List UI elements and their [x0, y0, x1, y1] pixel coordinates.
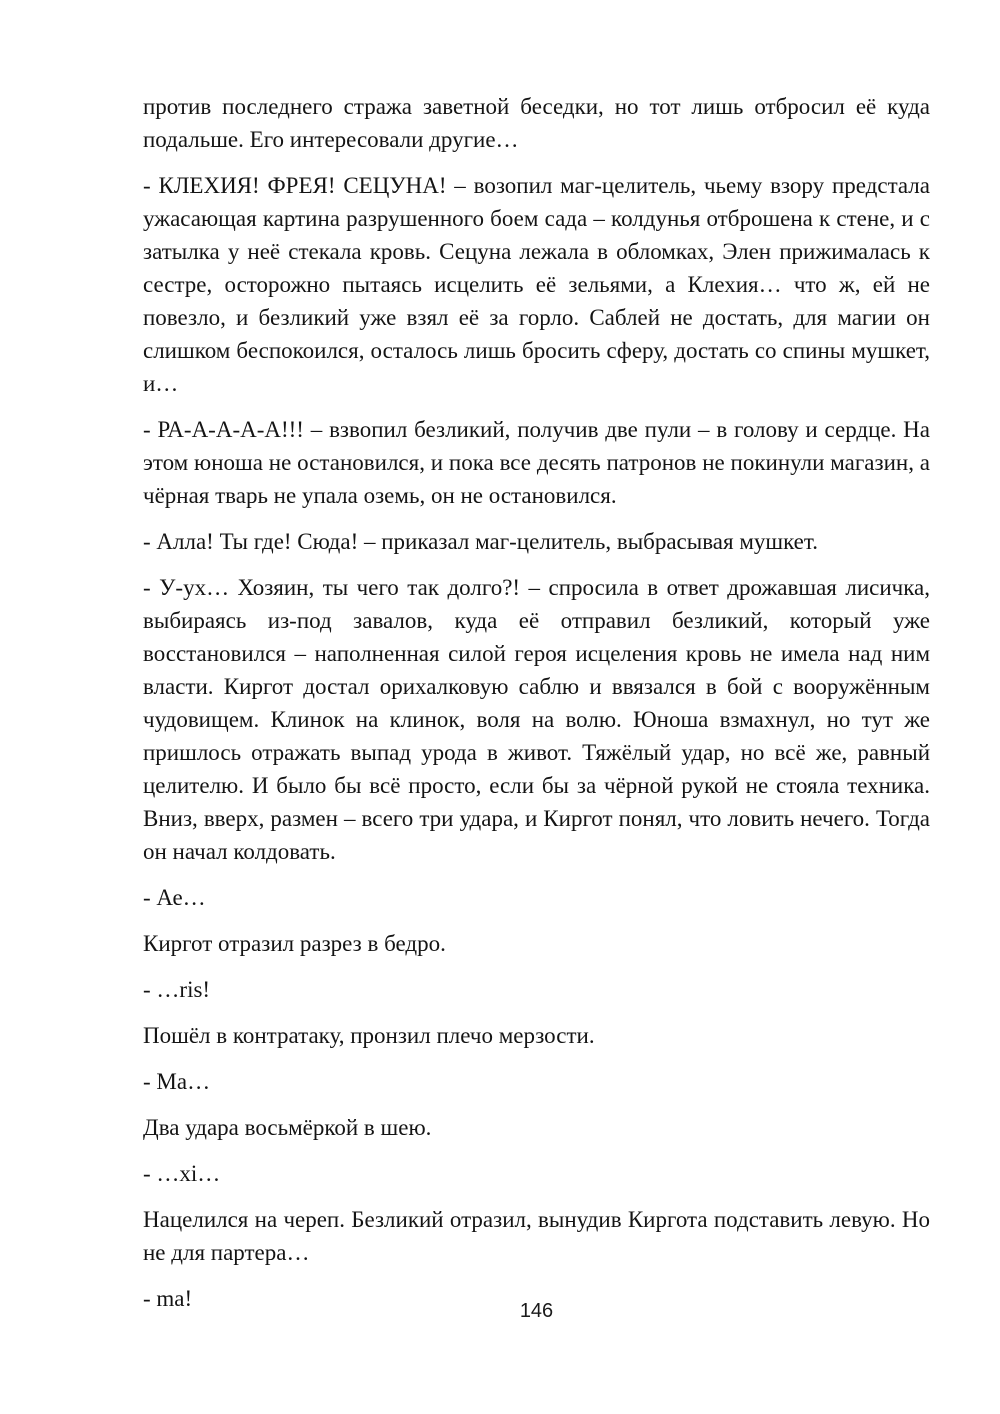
paragraph: - ma! — [143, 1286, 193, 1311]
paragraph: - КЛЕХИЯ! ФРЕЯ! СЕЦУНА! – возопил маг-целитель, чьему взору предстала ужасающая картина разрушенного боем сада – колдунья отброшена к стене, и с затылка у неё стекала кровь. Сецуна лежала в обломках, Элен прижималась к сестре, осторожно пытаясь исцелить её зельями, а Клехия… что ж, ей не повезло, и безликий уже взял её за горло. Саблей не достать, для магии он слишком беспокоился, осталось лишь бросить сферу, достать со спины мушкет, и… — [143, 173, 930, 396]
paragraph: - …xi… — [143, 1161, 221, 1186]
paragraph: Два удара восьмёркой в шею. — [143, 1115, 432, 1140]
paragraph: - У-ух… Хозяин, ты чего так долго?! – спросила в ответ дрожавшая лисичка, выбираясь из-под завалов, куда её отправил безликий, который уже восстановился – наполненная силой героя исцеления кровь не имела над ним власти. Киргот достал орихалковую саблю и ввязался в бой с вооружённым чудовищем. Клинок на клинок, воля на волю. Юноша взмахнул, но тут же пришлось отражать выпад урода в живот. Тяжёлый удар, но всё же, равный целителю. И было бы всё просто, если бы за чёрной рукой не стояла техника. Вниз, вверх, размен – всего три удара, и Киргот понял, что ловить нечего. Тогда он начал колдовать. — [143, 575, 930, 864]
paragraph: Киргот отразил разрез в бедро. — [143, 931, 446, 956]
paragraph: Нацелился на череп. Безликий отразил, вынудив Киргота подставить левую. Но не для партера… — [143, 1207, 930, 1265]
paragraph: против последнего стража заветной беседки, но тот лишь отбросил её куда подальше. Его интересовали другие… — [143, 94, 930, 152]
paragraph: - Ма… — [143, 1069, 211, 1094]
page-number: 146 — [519, 1300, 554, 1322]
paragraph: - Ае… — [143, 885, 206, 910]
text-block — [143, 90, 930, 1315]
paragraph: Пошёл в контратаку, пронзил плечо мерзости. — [143, 1023, 595, 1048]
paragraph: - РА-А-А-А-А!!! – взвопил безликий, получив две пули – в голову и сердце. На этом юноша не остановился, и пока все десять патронов не покинули магазин, а чёрная тварь не упала оземь, он не остановился. — [143, 417, 930, 508]
paragraph: - Алла! Ты где! Сюда! – приказал маг-целитель, выбрасывая мушкет. — [143, 529, 818, 554]
paragraph: - …ris! — [143, 977, 211, 1002]
